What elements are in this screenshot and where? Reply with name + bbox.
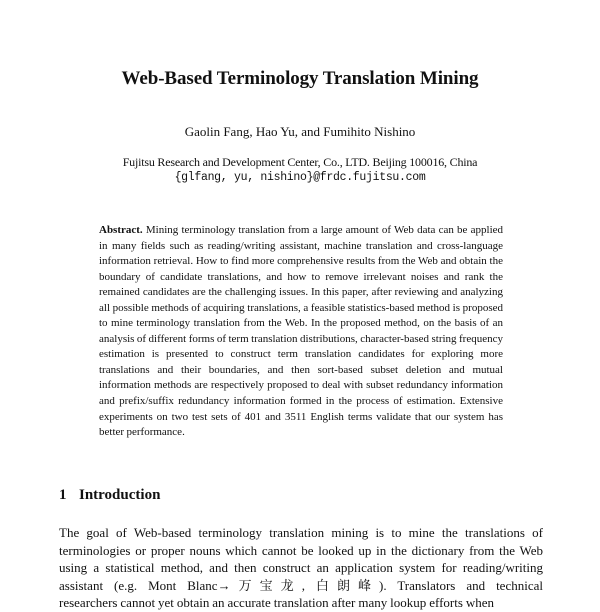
author-list: Gaolin Fang, Hao Yu, and Fumihito Nishino [184, 124, 416, 139]
author-affiliation: Fujitsu Research and Development Center, Co., LTD. Beijing 100016, China [122, 155, 478, 169]
abstract-text: Mining terminology translation from a large amount of Web data can be applied in many fields such as reading/writing assistant, machine translation and cross-language information retrieval. How to find more comprehensive results from the Web and obtain the boundary of candidate translations, and how to remove irrelevant noises and rank the remained candidates are the challenging issues. In this paper, after reviewing and analyzing all possible methods of acquiring translations, a feasible statistics-based method is proposed to mine terminology translation from the Web. In the proposed method, on the basis of an analysis of different forms of term translation distributions, character-based string frequency estimation is presented to construct term translation candidates for exploring more translations and their boundaries, and then sort-based subset deletion and mutual information methods are respectively proposed to deal with subset redundancy information and prefix/suffix redundancy information formed in the process of estimation. Extensive experiments on two test sets of 401 and 3511 English terms validate that our system has better performance. [99, 224, 504, 439]
introduction-paragraph [59, 524, 543, 612]
section-number: 1 [59, 487, 67, 503]
abstract [99, 223, 503, 441]
abstract-label: Abstract. [99, 224, 143, 236]
section-heading [59, 487, 160, 504]
paper-title: Web-Based Terminology Translation Mining [121, 68, 479, 89]
introduction-text-cut-line: researchers cannot yet obtain an accurate translation after many lookup efforts when [59, 595, 495, 610]
introduction-text: The goal of Web-based terminology translation mining is to mine the translations of terminologies or proper nouns which cannot be looked up in the dictionary from the Web using a statistical method, and then construct an application system for reading/writing assistant (e.g. Mont Blanc→万宝龙, 白朗峰). Translators and technical [59, 525, 543, 593]
section-title: Introduction [79, 487, 161, 503]
author-email: {glfang, yu, nishino}@frdc.fujitsu.com [174, 171, 426, 184]
